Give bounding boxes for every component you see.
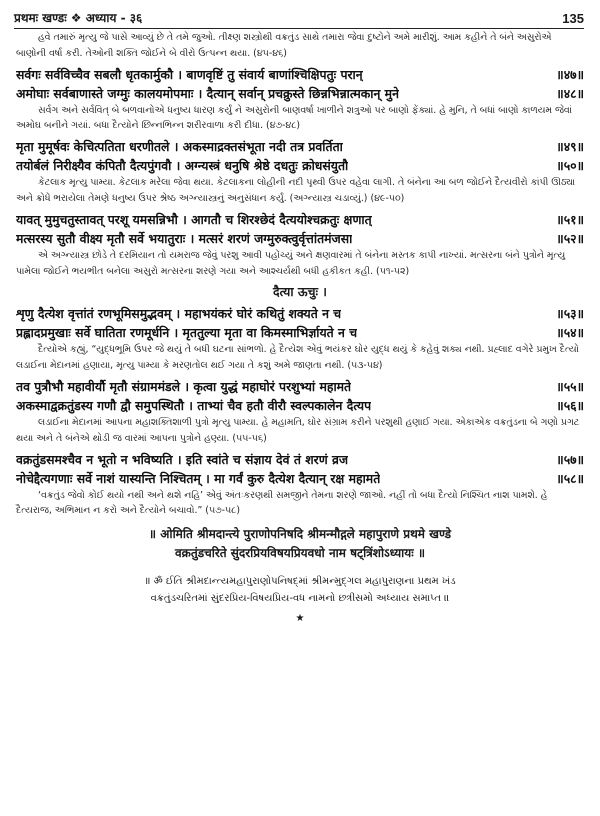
gujarati-translation: લડાઈના મેદાનમાં આપના મહાશક્તિશાળી પુત્રો મૃત્યુ પામ્યા. હે મહામતિ, ઘોર સંગ્રામ કરીને પરશુથી હણાઈ ગયા. એકાએક વક્રતુંડના બે ગણો પ્રગટ થયા અને તે બંનેએ થોડી જ વારમાં આપના પુત્રોને હણ્યા. (૫૫-૫૬) — [16, 416, 580, 444]
gujarati-translation: હવે તમારું મૃત્યુ જે પાસે આવ્યું છે તે તમે જુઓ. તીક્ષ્ણ શસ્ત્રોથી વક્રતુંડ સાથે તમારા જેવા દુષ્ટોને અમે મારીશું. આમ કહીને તે બંને અસુરોએ બાણોની વર્ષા કરી. તેઓની શક્તિ જોઈને બે વીરો ઉત્પન્ન થયા. (૪૫-૪૬) — [16, 32, 552, 59]
colophon-sanskrit: वक्रतुंडचरिते सुंदरप्रियविषयप्रियवधो नाम षट्त्रिंशोऽध्यायः ॥ — [174, 546, 426, 561]
verse-text: शृणु दैत्येश वृत्तांतं रणभूमिसमुद्भवम् । महाभयंकरं घोरं कथितुं शक्यते न च — [16, 306, 342, 322]
sanskrit-verse-line — [16, 450, 584, 469]
page-header — [14, 4, 584, 29]
verse-number: ॥५४॥ — [556, 325, 584, 341]
colophon-sanskrit: ॥ ओमिति श्रीमदान्त्ये पुराणोपनिषदि श्रीमन्मौद्गले महापुराणे प्रथमे खण्डे — [148, 527, 452, 542]
verse-text: यावत् मुमुचतुस्तावत् परशू यमसन्निभौ । आगतौ च शिरश्छेदं दैत्ययोश्चक्रतुः क्षणात् — [16, 211, 372, 227]
sanskrit-verse-line — [16, 304, 584, 323]
verse-block — [16, 450, 584, 520]
sanskrit-verse-line — [16, 323, 584, 342]
verse-number: ॥४८॥ — [556, 85, 584, 101]
verse-number: ॥५१॥ — [556, 211, 584, 227]
sanskrit-verse-line — [16, 156, 584, 175]
page-content — [16, 30, 584, 624]
verse-number: ॥४९॥ — [556, 139, 584, 155]
verse-block — [16, 137, 584, 207]
star-ornament: ★ — [295, 613, 305, 625]
gujarati-translation: ‘વક્રતુંડ જેવો કોઈ થયો નથી અને થશે નહિ’ એવું અંતઃકરણથી સમજીને તેમના શરણે જાઓ. નહીં તો બધા દૈત્યો નિશ્ચિત નાશ પામશે. હે દૈત્યરાજ, અભિમાન ન કરો અને દૈત્યોને બચાવો.” (૫૭-૫૮) — [16, 489, 548, 517]
verse-text: मत्सरस्य सुतौ वीक्ष्य मृतौ सर्वे भयातुराः । मत्सरं शरणं जग्मुरुक्त्वुर्वृत्तांतमंजसा — [16, 230, 353, 246]
sanskrit-verse-line — [16, 229, 584, 248]
verse-number: ॥५८॥ — [556, 470, 584, 486]
verse-number: ॥५३॥ — [556, 306, 584, 322]
verse-block — [16, 304, 584, 374]
verse-block — [16, 377, 584, 447]
verse-text: प्रह्लादप्रमुखाः सर्वे घातिता रणमूर्धनि । मृततुल्या मृता वा किमस्माभिर्ज्ञायते न च — [16, 325, 358, 341]
verse-number: ॥५०॥ — [556, 158, 584, 174]
gujarati-translation: સર્વગ અને સર્વવિત્ બે બળવાનોએ ધનુષ્ય ધારણ કર્યું ને અસુરોની બાણવર્ષા ખાળીને શત્રુઓ પર બાણો ફેંક્યાં. હે મુનિ, તે બધાં બાણો કાળયમ જેવાં અમોઘ બનીને ગયાં. બધા દૈત્યોને છિન્નભિન્ન શરીરવાળા કરી દીધા. (૪૭-૪૮) — [16, 104, 572, 132]
verse-text: नोचेद्दैत्यगणाः सर्वे नाशं यास्यन्ति निश्चितम् । मा गर्वं कुरु दैत्येश दैत्यान् रक्ष महामते — [16, 470, 381, 486]
colophon-gujarati: વક્રતુંડચરિતમાં સુંદરપ્રિય-વિષયપ્રિય-વધ નામનો છત્રીસમો અધ્યાય સમાપ્ત ॥ — [150, 593, 450, 605]
verse-block — [16, 282, 584, 301]
sanskrit-verse-line — [16, 137, 584, 156]
sanskrit-verse-line — [16, 65, 584, 84]
verse-text: वक्रतुंडसमश्चैव न भूतो न भविष्यति । इति स्वांते च संज्ञाय देवं तं शरणं व्रज — [16, 451, 349, 467]
verse-number: ॥५५॥ — [556, 378, 584, 394]
verse-number: ॥५७॥ — [556, 451, 584, 467]
verse-block — [16, 210, 584, 280]
gujarati-translation: એ અગ્ન્યાસ્ત્ર છોડે તે દરમિયાન તો યમરાજ જેવું પરશુ આવી પહોંચ્યું અને ક્ષણવારમાં તે બંનેના મસ્તક કાપી નાખ્યાં. મત્સરના બંને પુત્રોને મૃત્યુ પામેલા જોઈને ભયભીત બનેલા અસુરો મત્સરના શરણે ગયા અને આશ્ચર્યથી બધી હકીકત કહી. (૫૧-૫૨) — [16, 249, 566, 277]
verse-text: तव पुत्रौभौ महावीर्यौ मृतौ संग्राममंडले । कृत्वा युद्धं महाघोरं परशुभ्यां महामते — [16, 378, 352, 394]
verse-text: अमोघाः सर्वबाणास्ते जग्मुः कालयमोपमाः । दैत्यान् सर्वान् प्रचक्रुस्ते छिन्नभिन्नात्मकान् मुने — [16, 85, 399, 101]
running-head: प्रथमः खण्डः ❖ अध्याय - ३६ — [14, 11, 143, 25]
chapter-colophon — [16, 525, 584, 624]
verse-text: मृता मुमूर्षवः केचित्पतिता धरणीतले । अकस्माद्रक्तसंभूता नदी तत्र प्रवर्तिता — [16, 139, 343, 155]
speaker-heading: दैत्या ऊचुः । — [273, 284, 327, 300]
sanskrit-verse-line — [16, 84, 584, 103]
gujarati-translation: કેટલાક મૃત્યુ પામ્યા. કેટલાક મરેલા જેવા થયા. કેટલાકના લોહીની નદી પૃથ્વી ઉપર વહેવા લાગી. તે બંનેના આ બળ જોઈને દૈત્યવીરો કાંપી ઊઠ્યા અને ક્રોધે ભરાયેલા તેમણે ધનુષ્ય ઉપર શ્રેષ્ઠ અગ્ન્યાસ્ત્રનું અનુસંધાન કર્યું. (અગ્ન્યાસ્ત્ર ચડાવ્યું.) (૪૯-૫૦) — [16, 177, 576, 204]
sanskrit-verse-line — [16, 469, 584, 488]
gujarati-translation: દૈત્યોએ કહ્યું, “યુદ્ધભૂમિ ઉપર જે થયું તે બધી ઘટના સાંભળો. હે દૈત્યેશ એવું ભયંકર ઘોર યુદ્ધ થયું કે કહેવું શક્ય નથી. પ્રહ્લાદ વગેરે પ્રમુખ દૈત્યો લડાઈના મેદાનમાં હણાયા, મૃત્યુ પામ્યા કે મરણતોલ થઈ ગયા તે કશું અમે જાણતા નથી. (૫૩-૫૪) — [16, 344, 579, 372]
verse-text: सर्वगः सर्वविच्चैव सबलौ धृतकार्मुकौ । बाणवृष्टिं तु संवार्य बाणांश्चिक्षिपतुः परान् — [16, 66, 363, 82]
verse-block — [16, 30, 584, 62]
colophon-gujarati: ॥ ॐ ઈતિ શ્રીમદાન્ત્યમહાપુરાણોપનિષદ્‌માં શ્રીમન્મુદ્‌ગલ મહાપુરાણના પ્રથમ ખંડ — [144, 576, 456, 588]
verse-number: ॥५६॥ — [556, 397, 584, 413]
verse-text: तयोर्बलं निरीक्ष्यैव कंपितौ दैत्यपुंगवौ । अग्न्यस्त्रं धनुषि श्रेष्ठे दधतुः क्रोधसंयुतौ — [16, 158, 349, 174]
verse-number: ॥४७॥ — [556, 66, 584, 82]
verse-number: ॥५२॥ — [556, 230, 584, 246]
verse-text: अकस्माद्वक्रतुंडस्य गणौ द्वौ समुपस्थितौ । ताभ्यां चैव हतौ वीरौ स्वल्पकालेन दैत्यप — [16, 397, 372, 413]
sanskrit-verse-line — [16, 396, 584, 415]
page-number: 135 — [562, 11, 584, 26]
sanskrit-verse-line — [16, 377, 584, 396]
verse-block — [16, 65, 584, 135]
sanskrit-verse-line — [16, 210, 584, 229]
